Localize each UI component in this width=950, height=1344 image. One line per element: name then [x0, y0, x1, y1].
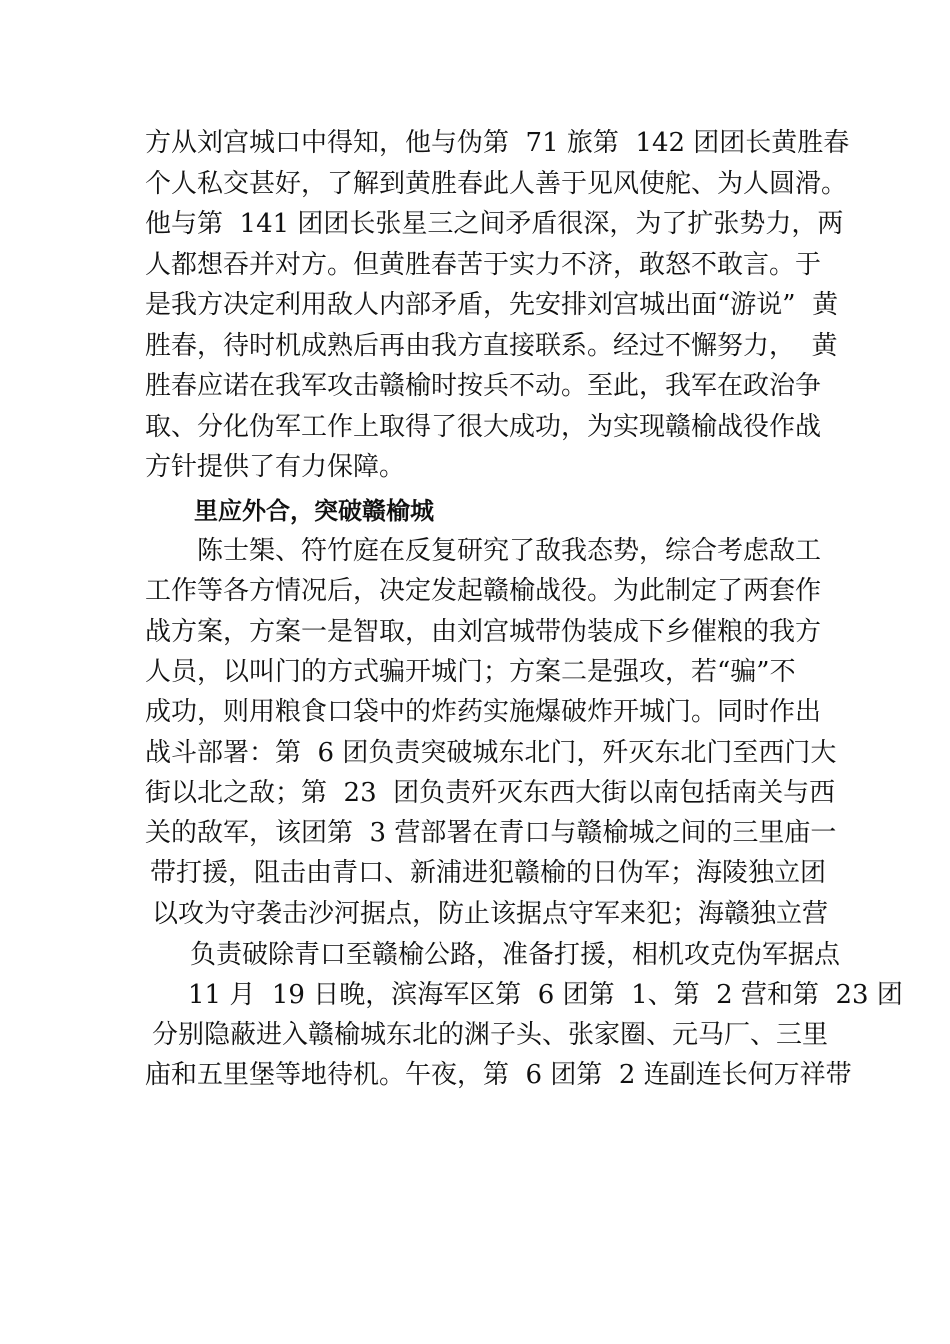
text-line: 人都想吞并对方。但黄胜春苦于实力不济，敢怒不敢言。于: [145, 250, 822, 280]
text-line: 是我方决定利用敌人内部矛盾，先安排刘宫城出面“游说” 黄: [145, 290, 839, 320]
text-line: 分别隐蔽进入赣榆城东北的渊子头、张家圈、元马厂、三里: [152, 1020, 829, 1050]
text-line: 人员，以叫门的方式骗开城门；方案二是强攻，若“骗”不: [145, 657, 796, 687]
text-line: 他与第 141 团团长张星三之间矛盾很深，为了扩张势力，两: [145, 209, 844, 239]
text-line: 成功，则用粮食口袋中的炸药实施爆破炸开城门。同时作出: [145, 697, 822, 727]
text-line: 战方案，方案一是智取，由刘宫城带伪装成下乡催粮的我方: [145, 617, 822, 647]
text-line: 工作等各方情况后，决定发起赣榆战役。为此制定了两套作: [145, 576, 822, 606]
text-line: 个人私交甚好，了解到黄胜春此人善于见风使舵、为人圆滑。: [145, 169, 848, 199]
text-line: 方针提供了有力保障。: [145, 452, 406, 482]
text-line: 战斗部署：第 6 团负责突破城东北门，歼灭东北门至西门大: [145, 738, 837, 768]
text-line: 庙和五里堡等地待机。午夜，第 6 团第 2 连副连长何万祥带: [145, 1060, 852, 1090]
text-line: 陈士榘、符竹庭在反复研究了敌我态势，综合考虑敌工: [197, 536, 822, 566]
text-line: 胜春，待时机成熟后再由我方直接联系。经过不懈努力， 黄: [145, 331, 838, 361]
text-line: 带打援，阻击由青口、新浦进犯赣榆的日伪军；海陵独立团: [150, 858, 827, 888]
text-line: 11 月 19 日晚，滨海军区第 6 团第 1、第 2 营和第 23 团: [188, 980, 903, 1010]
text-line: 以攻为守袭击沙河据点，防止该据点守军来犯；海赣独立营: [152, 899, 829, 929]
text-line: 取、分化伪军工作上取得了很大成功，为实现赣榆战役作战: [145, 412, 822, 442]
text-line: 负责破除青口至赣榆公路，准备打援，相机攻克伪军据点: [190, 940, 841, 970]
section-heading: 里应外合，突破赣榆城: [194, 497, 434, 525]
text-line: 方从刘宫城口中得知，他与伪第 71 旅第 142 团团长黄胜春: [145, 128, 850, 158]
text-line: 关的敌军，该团第 3 营部署在青口与赣榆城之间的三里庙一: [145, 818, 837, 848]
text-line: 街以北之敌；第 23 团负责歼灭东西大街以南包括南关与西: [145, 778, 836, 808]
text-line: 胜春应诺在我军攻击赣榆时按兵不动。至此，我军在政治争: [145, 371, 822, 401]
